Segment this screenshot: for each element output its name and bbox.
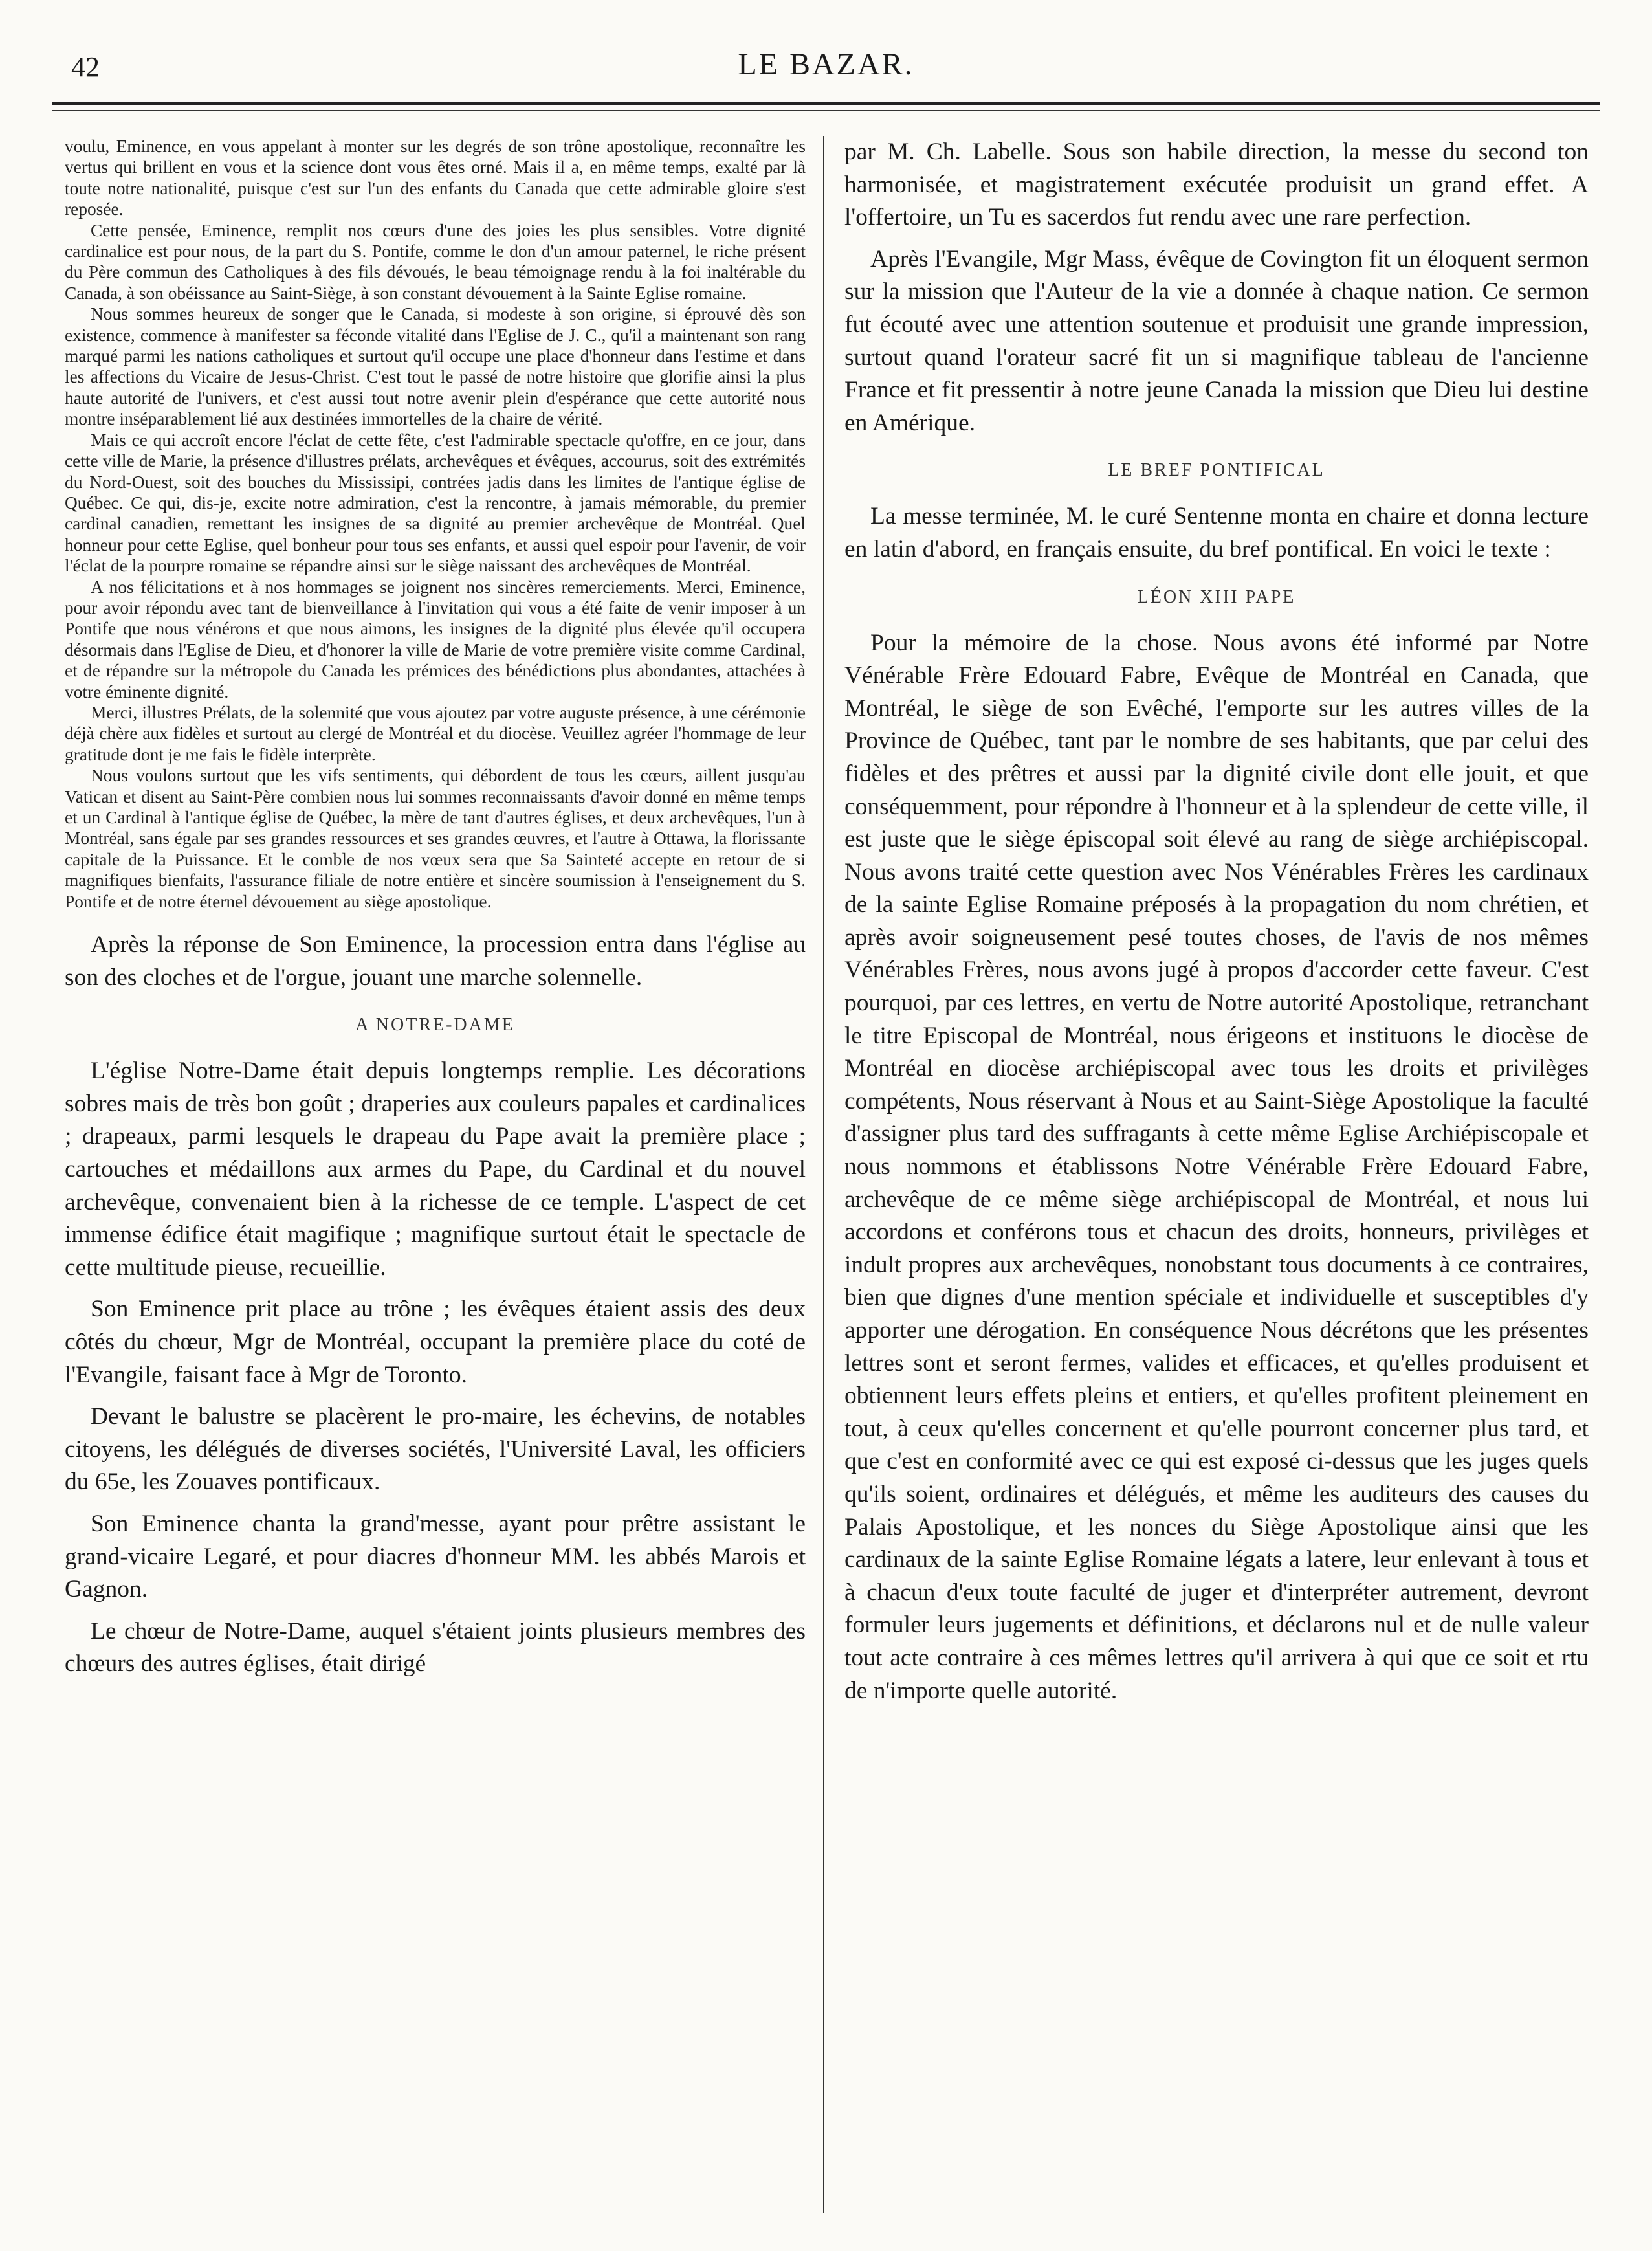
notre-dame-paragraph: Devant le balustre se placèrent le pro-maire, les échevins, de notables citoyens, les délégués de diverses sociétés, l'Université Laval, les officiers du 65e, les Zouaves pontificaux. — [65, 1403, 806, 1496]
address-paragraph: Merci, illustres Prélats, de la solennité que vous ajoutez par votre auguste présence, à une cérémonie déjà chère aux fidèles et surtout au clergé de Montréal et du diocèse. Veuillez agréer l'hommage de leur gratitude dont je me fais le fidèle interprète. — [65, 702, 806, 764]
procession-paragraph: Après la réponse de Son Eminence, la procession entra dans l'église au son des cloches et de l'orgue, jouant une marche solennelle. — [65, 931, 806, 991]
header-rule-thick — [52, 102, 1600, 105]
address-paragraph: voulu, Eminence, en vous appelant à monter sur les degrés de son trône apostolique, reconnaître les vertus qui brillent en vous et la science dont vous êtes orné. Mais il a, en même temps, exalté par là toute notre nationalité, puisque c'est sur l'un des enfants du Canada que cette admirable gloire s'est reposée. — [65, 137, 806, 219]
page-number: 42 — [71, 51, 100, 83]
newspaper-page — [52, 39, 1600, 2213]
section-heading-bref: LE BREF PONTIFICAL — [1108, 460, 1325, 481]
mass-paragraph: par M. Ch. Labelle. Sous son habile direction, la messe du second ton harmonisée, et magistratement exécutée produisit un grand effet. A l'offertoire, un Tu es sacerdos fut rendu avec une rare perfection. — [844, 139, 1589, 231]
header-rule-thin — [52, 110, 1600, 111]
page-header — [52, 39, 1600, 91]
address-paragraph: Nous voulons surtout que les vifs sentiments, qui débordent de tous les cœurs, aillent jusqu'au Vatican et disent au Saint-Père combien nous lui sommes reconnaissants d'avoir donné en même temps et un Cardinal à l'antique église de Québec, la mère de tant d'autres églises, et deux archevêques, l'un à Montréal, sans égale par ses grandes ressources et ses grandes œuvres, et l'autre à Ottawa, la florissante capitale de la Puissance. Et le comble de nos vœux sera que Sa Sainteté accepte en retour de si magnifiques bienfaits, l'assurance filiale de notre entière et sincère soumission à l'enseignement du S. Pontife et de notre éternel dévouement au siège apostolique. — [65, 766, 806, 911]
section-heading-leon: LÉON XIII PAPE — [1137, 586, 1296, 607]
procession-text — [65, 929, 806, 994]
section-heading-notre-dame: A NOTRE-DAME — [355, 1015, 515, 1036]
bref-paragraph: La messe terminée, M. le curé Sentenne monta en chaire et donna lecture en latin d'abord, en français ensuite, du bref pontifical. En voici le texte : — [844, 503, 1589, 562]
address-text — [65, 136, 806, 912]
left-column — [65, 136, 806, 1681]
address-paragraph: Cette pensée, Eminence, remplit nos cœurs d'une des joies les plus sensibles. Votre dignité cardinalice est pour nous, de la part du S. Pontife, comme le don d'un amour paternel, le riche présent du Père commun des Catholiques à des fils dévoués, le beau témoignage rendu à la foi inaltérable du Canada, à son obéissance au Saint-Siège, à son constant dévouement à la Sainte Eglise romaine. — [65, 220, 806, 303]
mass-text — [844, 136, 1589, 439]
notre-dame-paragraph: Le chœur de Notre-Dame, auquel s'étaient joints plusieurs membres des chœurs des autres églises, était dirigé — [65, 1617, 806, 1678]
leon-text — [844, 627, 1589, 1708]
address-paragraph: Nous sommes heureux de songer que le Canada, si modeste à son origine, si éprouvé dès son existence, commence à manifester sa féconde vitalité dans l'Eglise de J. C., qu'il a maintenant son rang marqué parmi les nations catholiques et surtout qu'il occupe une place d'honneur dans l'estime et dans les affections du Vicaire de Jesus-Christ. C'est tout le passé de notre histoire que glorifie ainsi la plus haute autorité de l'univers, et c'est aussi tout notre avenir plein d'espérance que cette autorité nous montre inséparablement lié aux destinées immortelles de la chaire de vérité. — [65, 304, 806, 429]
notre-dame-paragraph: L'église Notre-Dame était depuis longtemps remplie. Les décorations sobres mais de très bon goût ; draperies aux couleurs papales et cardinalices ; drapeaux, parmi lesquels le drapeau du Pape avait la première place ; cartouches et médaillons aux armes du Pape, du Cardinal et du nouvel archevêque, convenaient bien à la richesse de ce temple. L'aspect de cet immense édifice était magifique ; magnifique surtout était le spectacle de cette multitude pieuse, recueillie. — [65, 1058, 806, 1281]
bref-text — [844, 500, 1589, 566]
notre-dame-paragraph: Son Eminence chanta la grand'messe, ayant pour prêtre assistant le grand-vicaire Legaré, et pour diacres d'honneur MM. les abbés Marois et Gagnon. — [65, 1510, 806, 1603]
right-column — [844, 136, 1589, 1707]
column-divider — [823, 136, 824, 2213]
leon-paragraph: Pour la mémoire de la chose. Nous avons été informé par Notre Vénérable Frère Edouard Fabre, Evêque de Montréal en Canada, que Montréal, le siège de son Evêché, l'emporte sur les autres villes de la Province de Québec, tant par le nombre de ses habitants, que par celui des fidèles et des prêtres et aussi par la dignité civile dont elle jouit, et que conséquemment, pour répondre à l'honneur et à la splendeur de cette ville, il est juste que le siège épiscopal soit élevé au rang de siège archiépiscopal. Nous avons traité cette question avec Nos Vénérables Frères les cardinaux de la sainte Eglise Romaine préposés à la propagation du nom chrétien, et après avoir soigneusement pesé toutes choses, de l'avis de nos mêmes Vénérables Frères, nous avons jugé à propos d'accorder cette faveur. C'est pourquoi, par ces lettres, en vertu de Notre autorité Apostolique, retranchant le titre Episcopal de Montréal, nous érigeons et instituons le diocèse de Montréal en diocèse archiépiscopal avec tous les droits et privilèges compétents, Nous réservant à Nous et au Saint-Siège Apostolique la faculté d'assigner plus tard des suffragants à cette même Eglise Archiépiscopale et nous nommons et établissons Notre Vénérable Frère Edouard Fabre, archevêque de ce même siège archiépiscopal de Montréal, et nous lui accordons et conférons tous et chacun des droits, honneurs, privilèges et indult propres aux archevêques, nonobstant tous documents à ce contraires, bien que dignes d'une mention spéciale et individuelle et susceptibles d'y apporter une dérogation. En conséquence Nous décrétons que les présentes lettres sont et seront fermes, valides et efficaces, et qu'elles produisent et obtiennent leurs effets pleins et entiers, et qu'elles profitent pleinement en tout, à ceux qu'elles concernent et qu'elle pourront concerner plus tard, et que c'est en conformité avec ce qui est exposé ci-dessus que les juges quels qu'ils soient, ordinaires et délégués, et même les auditeurs des causes du Palais Apostolique, et les nonces du Siège Apostolique ainsi que les cardinaux de la sainte Eglise Romaine légats a latere, leur enlevant à tous et à chacun d'eux toute faculté de juger et d'interpréter autrement, devront formuler leurs jugements et définitions, et déclarons nul et de nulle valeur tout acte contraire à ces mêmes lettres qu'il arrivera à qui que ce soit et rtu de n'importe quelle autorité. — [844, 629, 1589, 1704]
address-paragraph: Mais ce qui accroît encore l'éclat de cette fête, c'est l'admirable spectacle qu'offre, en ce jour, dans cette ville de Marie, la présence d'illustres prélats, archevêques et évêques, accourus, soit des extrémités du Nord-Ouest, soit des bouches du Mississipi, contrées jadis dans les limites de l'antique église de Québec. Ce qui, dis-je, excite notre admiration, c'est la rencontre, à jamais mémorable, du premier cardinal canadien, remettant les insignes de sa dignité au premier archevêque de Montréal. Quel honneur pour cette Eglise, quel bonheur pour tous ses enfants, et aussi quel espoir pour l'avenir, de voir l'éclat de la pourpre romaine se répandre ainsi sur le siège naissant des archevêques de Montréal. — [65, 430, 806, 576]
journal-title: LE BAZAR. — [738, 47, 914, 82]
notre-dame-paragraph: Son Eminence prit place au trône ; les évêques étaient assis des deux côtés du chœur, Mgr de Montréal, occupant la première place du coté de l'Evangile, faisant face à Mgr de Toronto. — [65, 1296, 806, 1388]
mass-paragraph: Après l'Evangile, Mgr Mass, évêque de Covington fit un éloquent sermon sur la mission que l'Auteur de la vie a donnée à chaque nation. Ce sermon fut écouté avec une attention soutenue et produisit une grande impression, surtout quand l'orateur sacré fit un si magnifique tableau de l'ancienne France et fit pressentir à notre jeune Canada la mission que Dieu lui destine en Amérique. — [844, 245, 1589, 436]
notre-dame-text — [65, 1055, 806, 1681]
address-paragraph: A nos félicitations et à nos hommages se joignent nos sincères remerciements. Merci, Eminence, pour avoir répondu avec tant de bienveillance à l'invitation qui vous a été faite de venir imposer à un Pontife que nous vénérons et que nous aimons, les insignes de la dignité plus élevée qu'il occupera désormais dans l'Eglise de Dieu, et d'honorer la ville de Marie de votre première visite comme Cardinal, et de répandre sur la métropole du Canada les prémices des bénédictions plus abondantes, attachées à votre éminente dignité. — [65, 577, 806, 702]
